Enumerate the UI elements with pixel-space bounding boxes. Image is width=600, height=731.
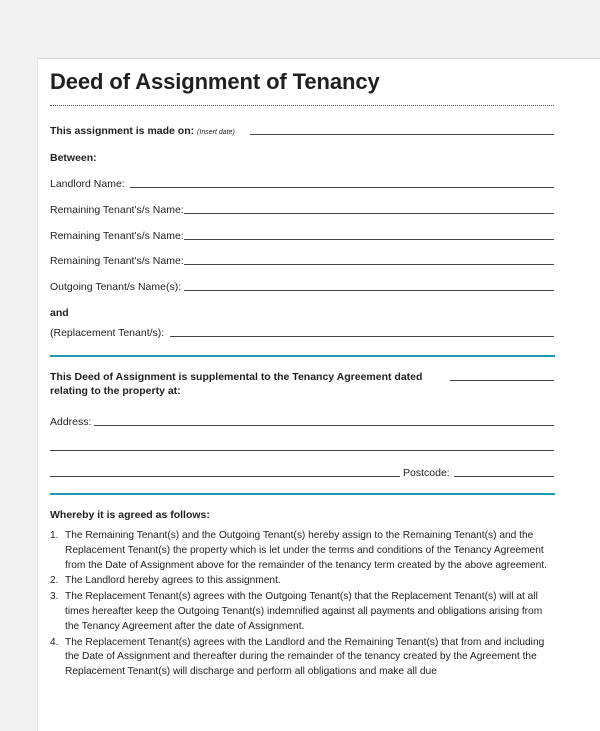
document-page: [37, 58, 600, 731]
remaining-tenant-1-label: Remaining Tenant's/s Name:: [50, 204, 184, 216]
clause-text: The Replacement Tenant(s) agrees with the Landlord and the Remaining Tenant(s) that from and including the Date of Assignment and thereafter during the remainder of the tenancy created by the Agreement the Replacement Tenant(s) will discharge and perform all obligations and make all due: [65, 636, 545, 678]
postcode-label: Postcode:: [403, 467, 450, 479]
supplemental-line-1: This Deed of Assignment is supplemental to the Tenancy Agreement dated: [50, 371, 423, 383]
address-field-1[interactable]: [94, 425, 554, 426]
clause-number: 3.: [50, 591, 59, 603]
remaining-tenant-3-field[interactable]: [184, 264, 554, 265]
agreement-date-field[interactable]: [450, 380, 554, 381]
made-on-label: [50, 125, 235, 137]
agreed-heading: Whereby it is agreed as follows:: [50, 509, 210, 521]
section-divider-2: [50, 493, 555, 495]
clause-number: 2.: [50, 575, 59, 587]
remaining-tenant-1-field[interactable]: [184, 213, 554, 214]
address-field-3[interactable]: [50, 476, 400, 477]
replacement-tenant-field[interactable]: [170, 336, 554, 337]
replacement-tenant-label: (Replacement Tenant/s):: [50, 327, 165, 339]
clause-number: 1.: [50, 530, 59, 541]
clause-item: [50, 636, 556, 680]
outgoing-tenant-label: Outgoing Tenant/s Name(s):: [50, 281, 182, 293]
address-label: Address:: [50, 416, 92, 428]
outgoing-tenant-field[interactable]: [184, 290, 554, 291]
clause-item: [50, 590, 556, 634]
remaining-tenant-3-label: Remaining Tenant's/s Name:: [50, 255, 184, 267]
address-field-2[interactable]: [50, 450, 554, 451]
clause-item: [50, 574, 556, 589]
landlord-name-label: Landlord Name:: [50, 178, 125, 190]
supplemental-line-2: relating to the property at:: [50, 385, 181, 397]
remaining-tenant-2-label: Remaining Tenant's/s Name:: [50, 230, 184, 242]
clauses-list: [50, 529, 556, 681]
clause-text: The Landlord hereby agrees to this assignment.: [65, 575, 281, 587]
title-divider: [50, 105, 554, 106]
postcode-field[interactable]: [454, 476, 554, 477]
landlord-name-field[interactable]: [130, 187, 554, 188]
made-on-text: This assignment is made on:: [50, 125, 195, 137]
clause-text: The Replacement Tenant(s) agrees with the Outgoing Tenant(s) that the Replacement Tenant(s) will at all times hereafter keep the Outgoing Tenant(s) indemnified against all payments and obligations arising from the Tenancy Agreement after the date of Assignment.: [65, 591, 543, 632]
clause-text: The Remaining Tenant(s) and the Outgoing Tenant(s) hereby assign to the Remaining Tenant(s) and the Replacement Tenant(s) the property which is let under the terms and conditions of the Tenancy Agreement from the Date of Assignment above for the remainder of the tenancy term created by the above agreement.: [65, 530, 547, 571]
document-title: Deed of Assignment of Tenancy: [50, 69, 380, 94]
made-on-hint: (Insert date): [197, 129, 235, 136]
and-label: and: [50, 307, 69, 319]
clause-item: [50, 529, 556, 573]
section-divider-1: [50, 355, 555, 357]
between-label: Between:: [50, 152, 97, 164]
remaining-tenant-2-field[interactable]: [184, 239, 554, 240]
made-on-field[interactable]: [250, 134, 554, 135]
clause-number: 4.: [50, 636, 59, 648]
